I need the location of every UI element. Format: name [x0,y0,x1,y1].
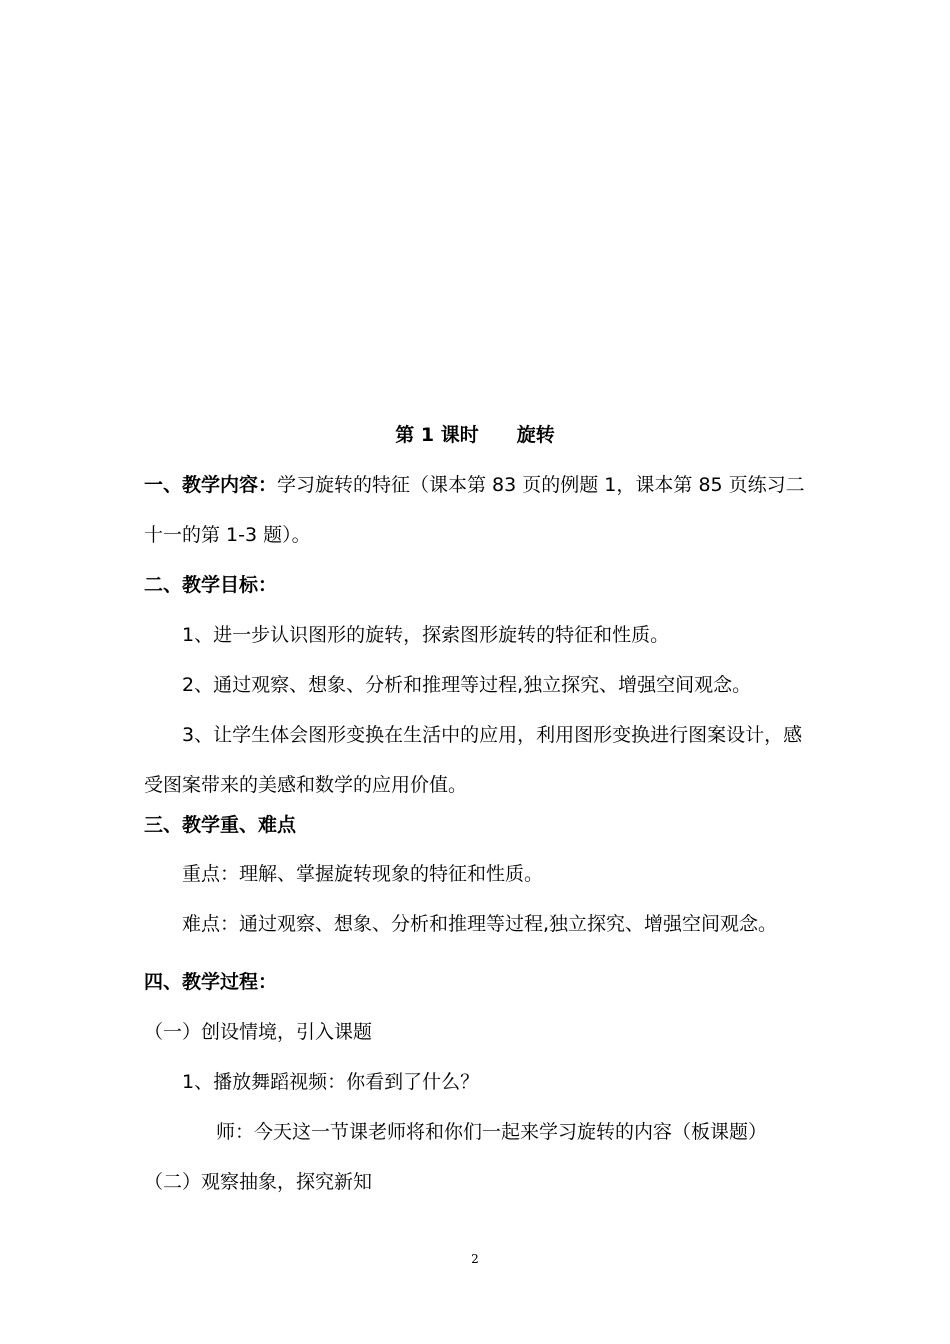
lesson-number: 第 1 课时 [395,424,479,446]
goal-3-line1: 3、让学生体会图形变换在生活中的应用，利用图形变换进行图案设计，感 [182,724,803,746]
section1-text: 学习旋转的特征（课本第 83 页的例题 1，课本第 85 页练习二 [277,474,805,496]
section1-heading: 一、教学内容： [144,474,278,496]
goal-2: 2、通过观察、想象、分析和推理等过程,独立探究、增强空间观念。 [182,674,752,696]
part1-item1: 1、播放舞蹈视频：你看到了什么？ [182,1071,480,1093]
section3-heading: 三、教学重、难点 [144,814,297,836]
lesson-topic: 旋转 [516,424,555,446]
teacher-remark: 师：今天这一节课老师将和你们一起来学习旋转的内容（板课题） [216,1121,768,1143]
lesson-title [0,423,950,447]
section2-heading: 二、教学目标： [144,574,278,596]
part1-heading: （一）创设情境，引入课题 [144,1021,373,1043]
section4-heading: 四、教学过程： [144,971,278,993]
key-point: 重点：理解、掌握旋转现象的特征和性质。 [182,863,544,885]
section1-line1 [144,473,805,497]
part2-heading: （二）观察抽象，探究新知 [144,1171,373,1193]
difficulty: 难点：通过观察、想象、分析和推理等过程,独立探究、增强空间观念。 [182,913,778,935]
page-number: 2 [471,1252,479,1266]
goal-3-line2: 受图案带来的美感和数学的应用价值。 [144,774,468,796]
section1-line2: 十一的第 1-3 题）。 [144,524,311,546]
goal-1: 1、进一步认识图形的旋转，探索图形旋转的特征和性质。 [182,624,670,646]
